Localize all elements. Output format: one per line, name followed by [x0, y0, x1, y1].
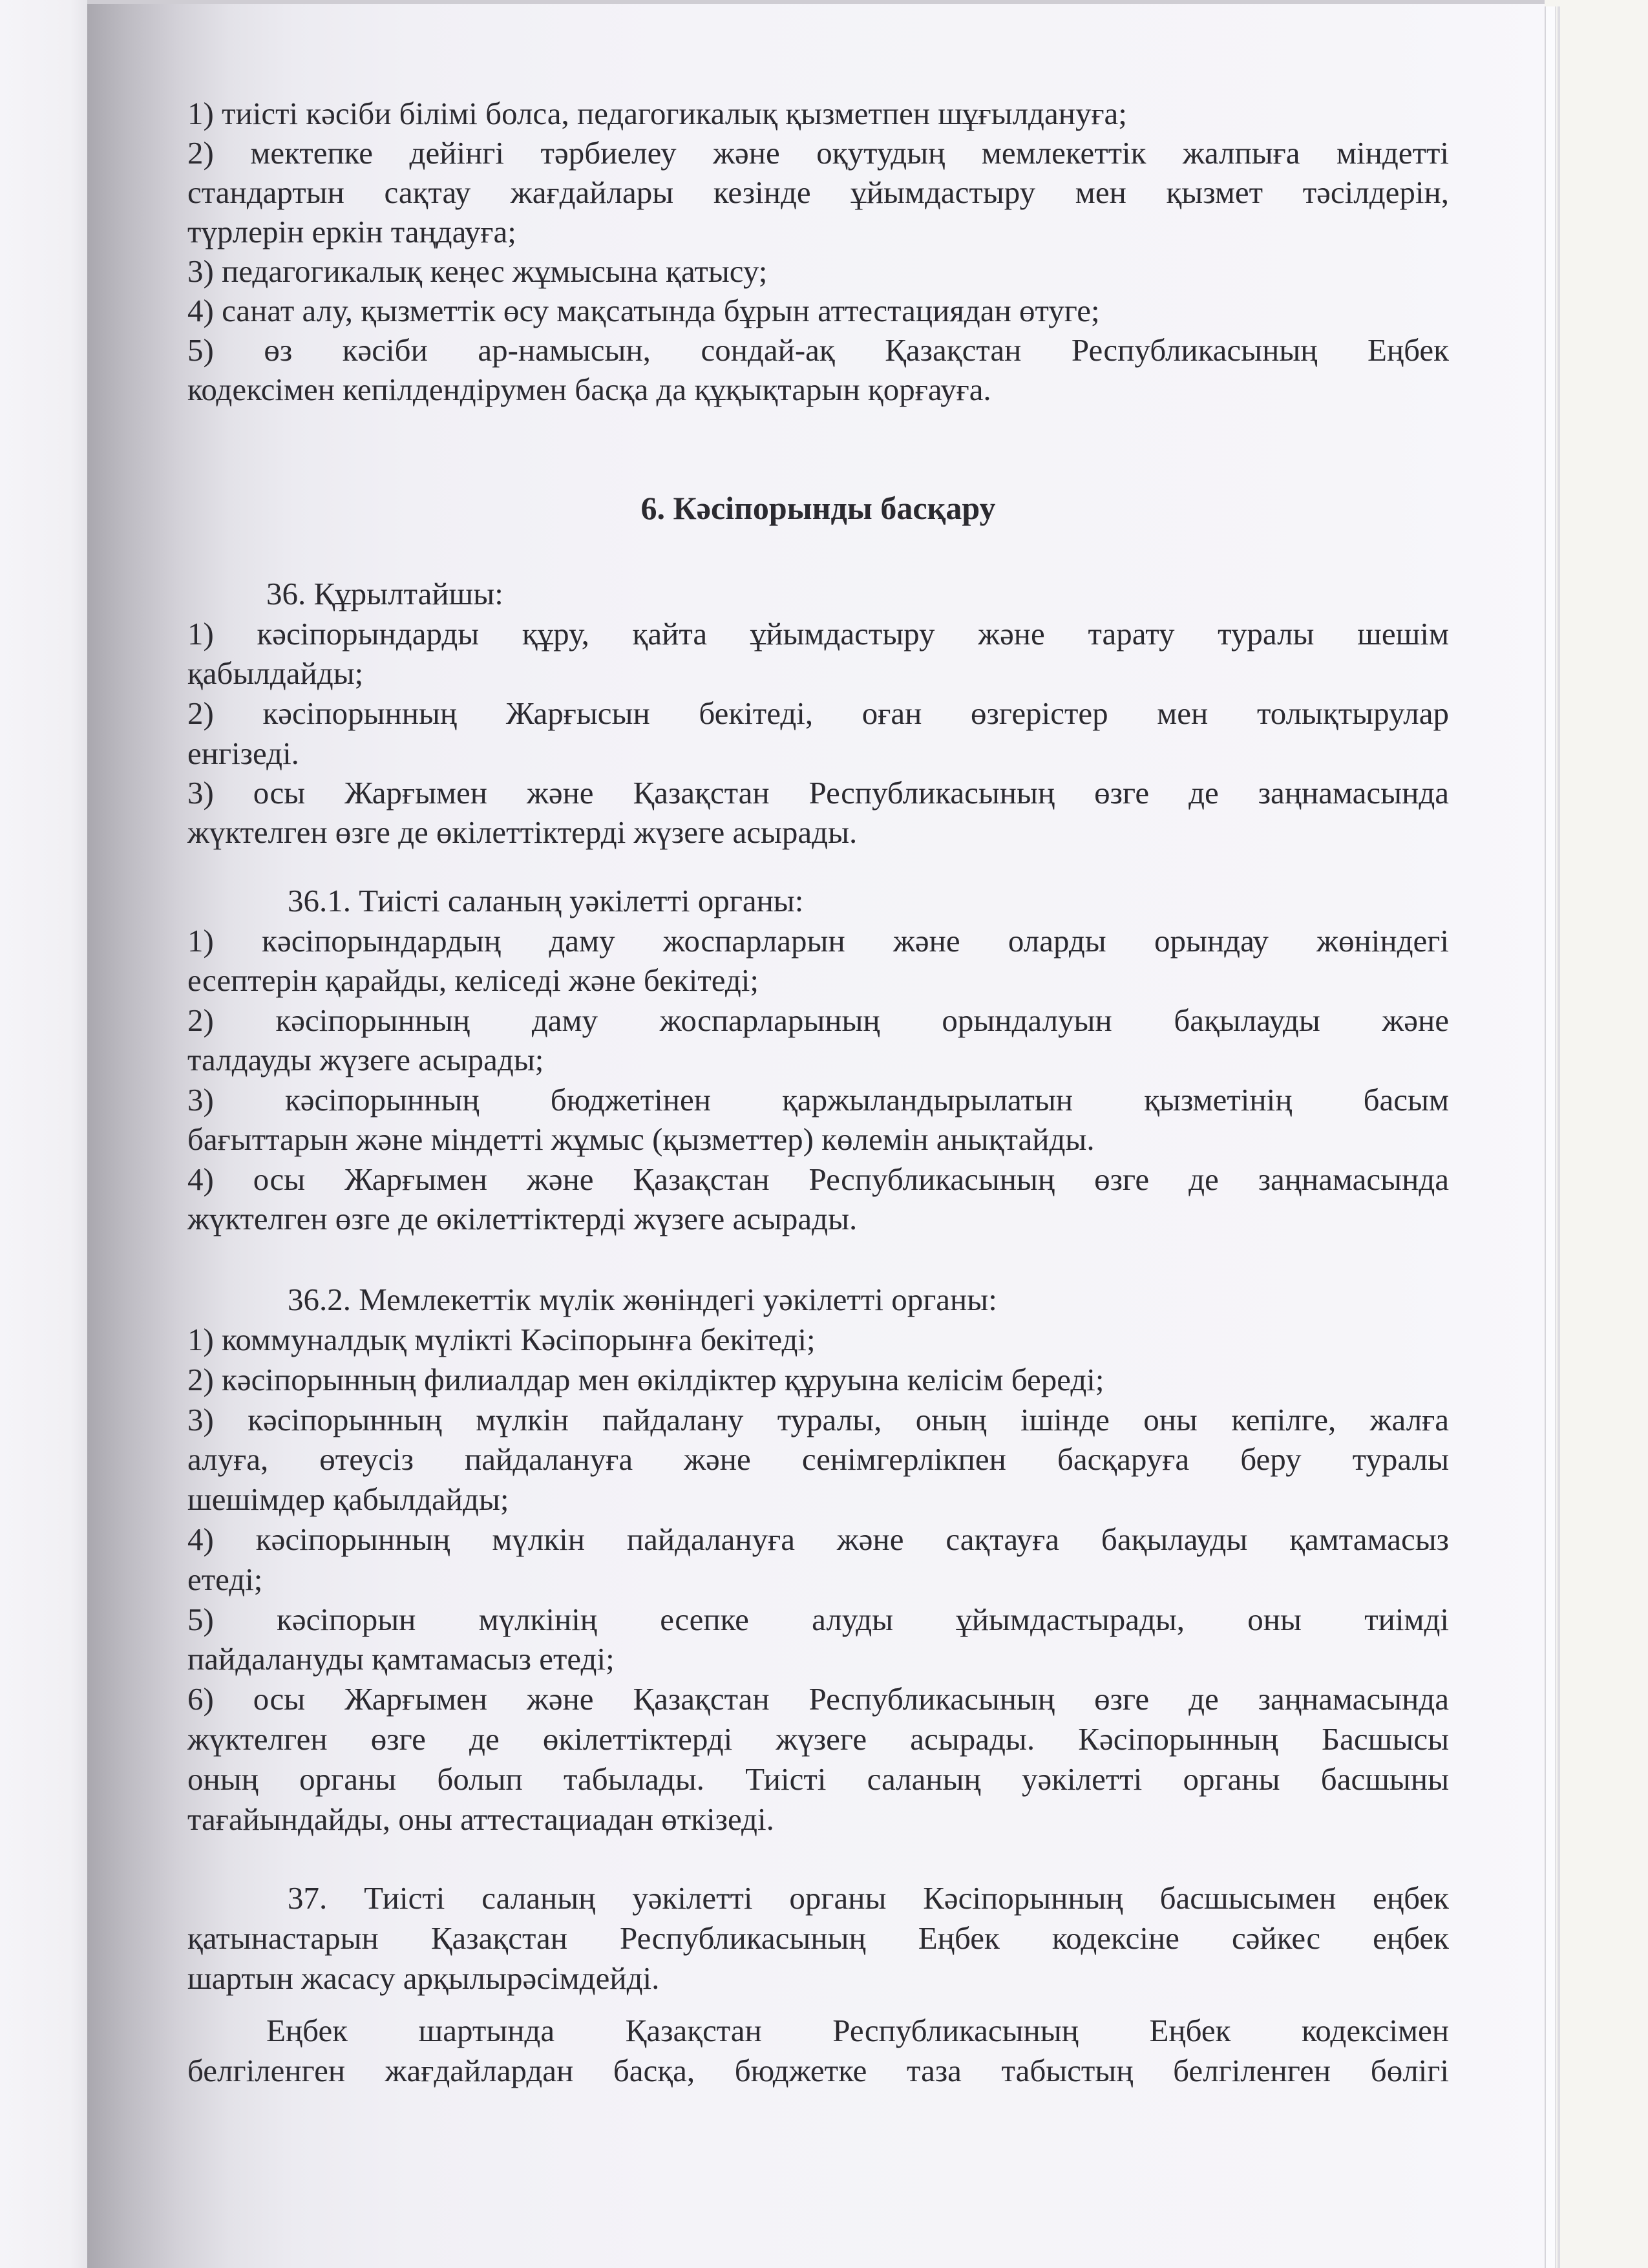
property-body-item-6-end: тағайындайды, оны аттестациадан өткізеді. [187, 1801, 774, 1837]
property-body-item-6-cont: жүктелген өзге де өкілеттіктерді жүзеге асырады. Кәсіпорынның Басшысы [187, 1721, 1449, 1757]
property-body-item-5-end: пайдалануды қамтамасыз етеді; [187, 1641, 615, 1677]
property-body-item-5: 5) кәсіпорын мүлкінің есепке алуды ұйымдастырады, оны тиімді [187, 1602, 1449, 1637]
rights-item-2: 2) мектепке дейінгі тәрбиелеу және оқутудың мемлекеттік жалпыға міндетті [187, 135, 1449, 171]
property-body-item-4: 4) кәсіпорынның мүлкін пайдалануға және сақтауға бақылауды қамтамасыз [187, 1521, 1449, 1557]
founder-item-2: 2) кәсіпорынның Жарғысын бекітеді, оған өзгерістер мен толықтырулар [187, 695, 1449, 731]
sector-body-title: 36.1. Тиісті саланың уәкілетті органы: [288, 883, 804, 918]
rights-item-5: 5) өз кәсіби ар-намысын, сондай-ақ Қазақстан Республикасының Еңбек [187, 332, 1449, 368]
property-body-title: 36.2. Мемлекеттік мүлік жөніндегі уәкілетті органы: [288, 1282, 997, 1317]
property-body-item-6: 6) осы Жарғымен және Қазақстан Республикасының өзге де заңнамасында [187, 1681, 1449, 1717]
founder-item-3-end: жүктелген өзге де өкілеттіктерді жүзеге асырады. [187, 814, 858, 850]
founder-item-1: 1) кәсіпорындарды құру, қайта ұйымдастыру және тарату туралы шешім [187, 616, 1449, 652]
property-body-item-2: 2) кәсіпорынның филиалдар мен өкілдіктер құруына келісім береді; [187, 1362, 1104, 1397]
sector-body-item-3-end: бағыттарын және міндетті жұмыс (қызметтер) көлемін анықтайды. [187, 1121, 1095, 1157]
rights-item-2-cont: стандартын сақтау жағдайлары кезінде ұйымдастыру мен қызмет тәсілдерін, [187, 175, 1449, 210]
section-37-line-1: 37. Тиісті саланың уәкілетті органы Кәсіпорынның басшысымен еңбек [288, 1880, 1449, 1916]
adjacent-page-edge [0, 0, 87, 2268]
sector-body-item-2: 2) кәсіпорынның даму жоспарларының орындалуын бақылауды және [187, 1002, 1449, 1038]
rights-item-1: 1) тиісті кәсіби білімі болса, педагогикалық қызметпен шұғылдануға; [187, 96, 1127, 131]
sector-body-item-2-end: талдауды жүзеге асырады; [187, 1042, 544, 1077]
property-body-item-1: 1) коммуналдық мүлікті Кәсіпорынға бекітеді; [187, 1322, 816, 1357]
labor-contract-line-2: белгіленген жағдайлардан басқа, бюджетке таза табыстың белгіленген бөлігі [187, 2053, 1449, 2088]
labor-contract-line-1: Еңбек шартында Қазақстан Республикасының Еңбек кодексімен [266, 2013, 1449, 2048]
property-body-item-3-cont: алуға, өтеусіз пайдалануға және сенімгерлікпен басқаруға беру туралы [187, 1441, 1449, 1477]
sector-body-item-4: 4) осы Жарғымен және Қазақстан Республикасының өзге де заңнамасында [187, 1161, 1449, 1197]
page-fold-line [1558, 6, 1560, 2268]
founder-item-2-end: енгізеді. [187, 736, 299, 771]
section-37-line-2: қатынастарын Қазақстан Республикасының Еңбек кодексіне сәйкес еңбек [187, 1920, 1449, 1956]
section-heading: 6. Кәсіпорынды басқару [640, 490, 996, 526]
founder-item-1-end: қабылдайды; [187, 655, 364, 691]
page-right-edge [1545, 0, 1648, 2268]
sector-body-item-1: 1) кәсіпорындардың даму жоспарларын және оларды орындау жөніндегі [187, 923, 1449, 959]
sector-body-item-4-end: жүктелген өзге де өкілеттіктерді жүзеге асырады. [187, 1201, 858, 1236]
founder-title: 36. Құрылтайшы: [266, 576, 503, 611]
sector-body-item-3: 3) кәсіпорынның бюджетінен қаржыландырылатын қызметінің басым [187, 1082, 1449, 1118]
founder-item-3: 3) осы Жарғымен және Қазақстан Республикасының өзге де заңнамасында [187, 775, 1449, 811]
property-body-item-4-end: етеді; [187, 1562, 263, 1597]
section-37-line-3: шартын жасасу арқылырәсімдейді. [187, 1960, 660, 1996]
property-body-item-6-cont2: оның органы болып табылады. Тиісті саланың уәкілетті органы басшыны [187, 1761, 1449, 1797]
property-body-item-3-end: шешімдер қабылдайды; [187, 1481, 509, 1517]
property-body-item-3: 3) кәсіпорынның мүлкін пайдалану туралы, оның ішінде оны кепілге, жалға [187, 1402, 1449, 1437]
rights-item-2-end: түрлерін еркін таңдауға; [187, 214, 516, 249]
sector-body-item-1-end: есептерін қарайды, келіседі және бекітеді; [187, 962, 759, 998]
rights-item-3: 3) педагогикалық кеңес жұмысына қатысу; [187, 253, 768, 289]
rights-item-5-end: кодексімен кепілдендірумен басқа да құқықтарын қорғауға. [187, 372, 991, 407]
rights-item-4: 4) санат алу, қызметтік өсу мақсатында бұрын аттестациядан өтуге; [187, 293, 1100, 328]
page-fold [1545, 6, 1556, 2268]
